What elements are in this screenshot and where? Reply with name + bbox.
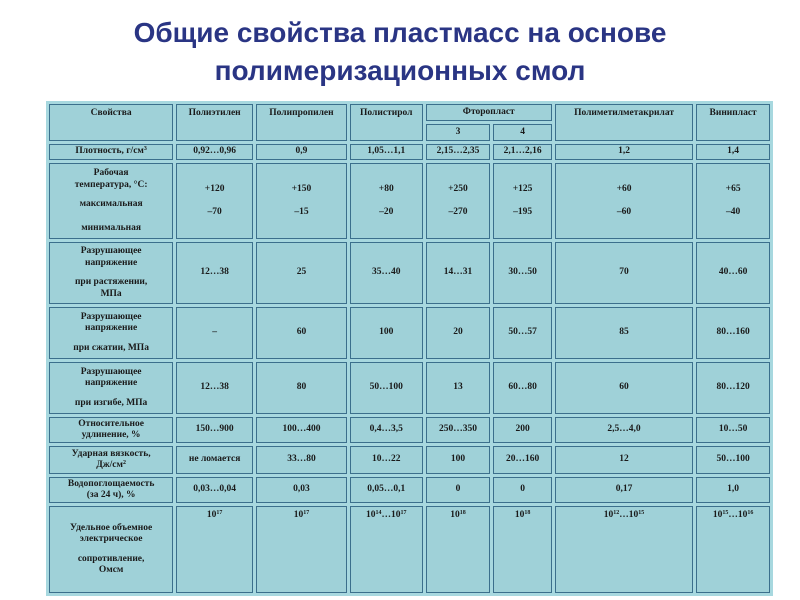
cell-bending-viniplast: 80…120	[696, 362, 770, 414]
table-row-elongation	[49, 417, 770, 443]
cell-elongation-polypropylene: 100…400	[256, 417, 347, 443]
row-label-elongation: Относительное удлинение, %	[49, 417, 173, 443]
table-row-compression	[49, 307, 770, 359]
table-row-bending	[49, 362, 770, 414]
cell-tensile-polystyrene: 35…40	[350, 242, 423, 304]
row-label-water: Водопоглощаемость (за 24 ч), %	[49, 477, 173, 503]
row-label-resistivity: Удельное объемное электрическое сопротивление, Омсм	[49, 506, 173, 593]
cell-resistivity-polypropylene: $10^{17}$	[256, 506, 347, 593]
cell-tensile-polypropylene: 25	[256, 242, 347, 304]
cell-bending-polyethylene: 12…38	[176, 362, 253, 414]
cell-density-fluoro4: 2,1…2,16	[493, 144, 552, 160]
cell-elongation-polyethylene: 150…900	[176, 417, 253, 443]
cell-compression-polypropylene: 60	[256, 307, 347, 359]
cell-resistivity-fluoro4: $10^{18}$	[493, 506, 552, 593]
cell-elongation-fluoro3: 250…350	[426, 417, 491, 443]
cell-temperature-viniplast: +65 –40	[696, 163, 770, 239]
table-row-resistivity	[49, 506, 770, 593]
cell-density-viniplast: 1,4	[696, 144, 770, 160]
cell-impact-viniplast: 50…100	[696, 446, 770, 474]
cell-tensile-viniplast: 40…60	[696, 242, 770, 304]
header-pmma: Полиметилметакрилат	[555, 104, 693, 141]
cell-bending-polypropylene: 80	[256, 362, 347, 414]
header-viniplast: Винипласт	[696, 104, 770, 141]
cell-compression-polystyrene: 100	[350, 307, 423, 359]
cell-impact-pmma: 12	[555, 446, 693, 474]
cell-tensile-fluoro3: 14…31	[426, 242, 491, 304]
header-polypropylene: Полипропилен	[256, 104, 347, 141]
cell-compression-fluoro3: 20	[426, 307, 491, 359]
cell-elongation-viniplast: 10…50	[696, 417, 770, 443]
cell-density-polystyrene: 1,05…1,1	[350, 144, 423, 160]
row-label-tensile: Разрушающее напряжение при растяжении, МПа	[49, 242, 173, 304]
cell-temperature-pmma: +60 –60	[555, 163, 693, 239]
row-label-temperature: Рабочая температура, °С: максимальная минимальная	[49, 163, 173, 239]
header-fluoroplast-4: 4	[493, 124, 552, 141]
properties-table-container	[46, 101, 773, 596]
cell-compression-viniplast: 80…160	[696, 307, 770, 359]
cell-impact-fluoro4: 20…160	[493, 446, 552, 474]
cell-temperature-polystyrene: +80 –20	[350, 163, 423, 239]
cell-tensile-polyethylene: 12…38	[176, 242, 253, 304]
row-label-compression: Разрушающее напряжение при сжатии, МПа	[49, 307, 173, 359]
cell-density-fluoro3: 2,15…2,35	[426, 144, 491, 160]
cell-elongation-fluoro4: 200	[493, 417, 552, 443]
cell-bending-pmma: 60	[555, 362, 693, 414]
cell-impact-fluoro3: 100	[426, 446, 491, 474]
cell-compression-pmma: 85	[555, 307, 693, 359]
cell-tensile-pmma: 70	[555, 242, 693, 304]
cell-resistivity-fluoro3: $10^{18}$	[426, 506, 491, 593]
cell-water-fluoro3: 0	[426, 477, 491, 503]
header-row	[49, 104, 770, 121]
cell-impact-polypropylene: 33…80	[256, 446, 347, 474]
cell-water-viniplast: 1,0	[696, 477, 770, 503]
cell-impact-polyethylene: не ломается	[176, 446, 253, 474]
header-polyethylene: Полиэтилен	[176, 104, 253, 141]
cell-temperature-fluoro3: +250 –270	[426, 163, 491, 239]
cell-bending-fluoro3: 13	[426, 362, 491, 414]
cell-impact-polystyrene: 10…22	[350, 446, 423, 474]
table-row-water	[49, 477, 770, 503]
title-line-2: полимеризационных смол	[214, 55, 586, 86]
cell-water-fluoro4: 0	[493, 477, 552, 503]
cell-compression-polyethylene: –	[176, 307, 253, 359]
cell-resistivity-viniplast: $10^{15}\dots 10^{16}$	[696, 506, 770, 593]
table-row-density	[49, 144, 770, 160]
cell-density-polyethylene: 0,92…0,96	[176, 144, 253, 160]
row-label-impact: Ударная вязкость, $Дж/см^2$	[49, 446, 173, 474]
table-row-impact	[49, 446, 770, 474]
cell-elongation-pmma: 2,5…4,0	[555, 417, 693, 443]
cell-bending-polystyrene: 50…100	[350, 362, 423, 414]
cell-water-polypropylene: 0,03	[256, 477, 347, 503]
header-fluoroplast-3: 3	[426, 124, 491, 141]
header-polystyrene: Полистирол	[350, 104, 423, 141]
cell-temperature-polyethylene: +120 –70	[176, 163, 253, 239]
cell-resistivity-polyethylene: $10^{17}$	[176, 506, 253, 593]
cell-density-polypropylene: 0,9	[256, 144, 347, 160]
cell-compression-fluoro4: 50…57	[493, 307, 552, 359]
header-properties: Свойства	[49, 104, 173, 141]
cell-tensile-fluoro4: 30…50	[493, 242, 552, 304]
slide-title	[0, 14, 800, 90]
row-label-bending: Разрушающее напряжение при изгибе, МПа	[49, 362, 173, 414]
cell-bending-fluoro4: 60…80	[493, 362, 552, 414]
title-line-1: Общие свойства пластмасс на основе	[133, 17, 667, 48]
cell-water-pmma: 0,17	[555, 477, 693, 503]
table-row-tensile	[49, 242, 770, 304]
properties-table	[46, 101, 773, 596]
header-fluoroplast: Фторопласт	[426, 104, 552, 121]
cell-temperature-fluoro4: +125 –195	[493, 163, 552, 239]
cell-elongation-polystyrene: 0,4…3,5	[350, 417, 423, 443]
table-row-temperature	[49, 163, 770, 239]
cell-water-polystyrene: 0,05…0,1	[350, 477, 423, 503]
row-label-density: Плотность, $г/см^3$	[49, 144, 173, 160]
cell-density-pmma: 1,2	[555, 144, 693, 160]
cell-resistivity-pmma: $10^{12}\dots 10^{15}$	[555, 506, 693, 593]
cell-water-polyethylene: 0,03…0,04	[176, 477, 253, 503]
cell-temperature-polypropylene: +150 –15	[256, 163, 347, 239]
cell-resistivity-polystyrene: $10^{14}\dots 10^{17}$	[350, 506, 423, 593]
